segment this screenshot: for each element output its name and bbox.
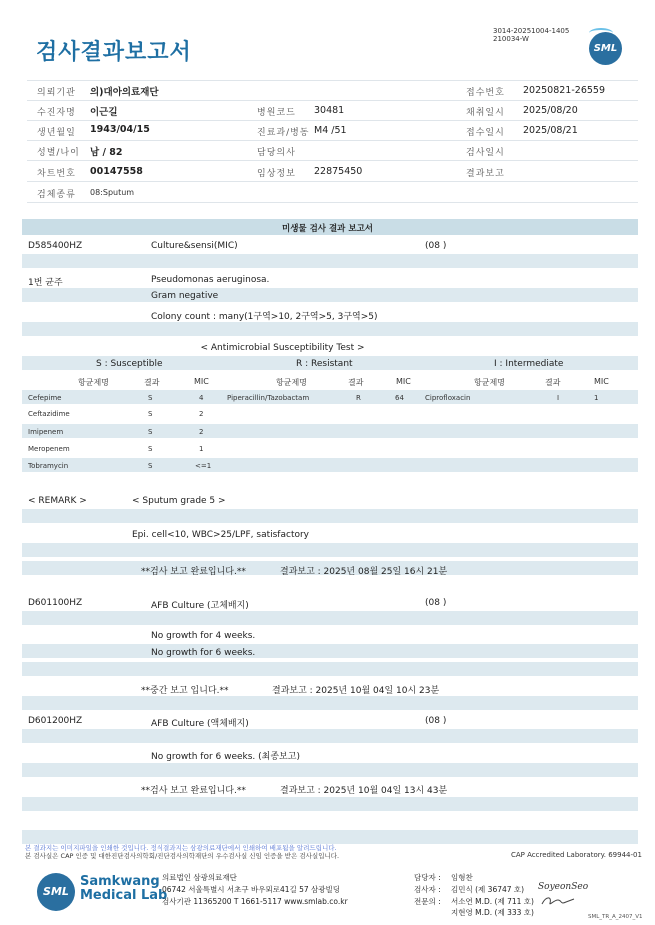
legend-resistant: R : Resistant bbox=[296, 359, 353, 369]
cap-accreditation: CAP Accredited Laboratory. 69944-01 bbox=[511, 851, 642, 859]
test1-name: Culture&sensi(MIC) bbox=[151, 241, 238, 251]
signature-seo: SoyeonSeo bbox=[538, 882, 589, 892]
ast-result: I bbox=[557, 394, 560, 402]
ast-drug: Piperacillin/Tazobactam bbox=[227, 394, 310, 402]
section-title: 미생물 검사 결과 보고서 bbox=[282, 224, 373, 234]
value-chart-no: 00147558 bbox=[90, 166, 143, 177]
document-id bbox=[493, 27, 569, 43]
value-patient-name: 이근길 bbox=[90, 107, 118, 118]
colony-count: Colony count : many(1구역>10, 2구역>5, 3구역>5) bbox=[151, 312, 378, 322]
test2-spec: (08 ) bbox=[425, 598, 447, 608]
label-sex-age: 성별/나이 bbox=[37, 148, 80, 158]
ast-drug: Tobramycin bbox=[28, 462, 69, 470]
label-requester: 의뢰기관 bbox=[37, 88, 76, 98]
value-receipt-date: 2025/08/21 bbox=[523, 125, 578, 136]
org-contact: 검사기관 11365200 T 1661-5117 www.smlab.co.kr bbox=[162, 897, 348, 906]
ast-result: R bbox=[356, 394, 361, 402]
page-title: 검사결과보고서 bbox=[36, 40, 192, 65]
remark-label: < REMARK > bbox=[28, 496, 87, 506]
notice-certification: 본 검사실은 CAP 인증 및 대한진단검사의학회/진단검사의학재단의 우수검사실 신임 인증을 받은 검사실입니다. bbox=[25, 852, 340, 860]
epi-cell-info: Epi. cell<10, WBC>25/LPF, satisfactory bbox=[132, 530, 310, 540]
staff-name: 서소연 M.D. (제 711 호) bbox=[451, 897, 534, 906]
label-test-date: 검사일시 bbox=[466, 148, 505, 158]
org-name: 의료법인 삼광의료재단 bbox=[162, 873, 237, 882]
ast-result: S bbox=[148, 462, 153, 470]
ast-mic: 1 bbox=[594, 394, 599, 402]
brand-line1: Samkwang bbox=[80, 874, 160, 889]
organism-name: Pseudomonas aeruginosa. bbox=[151, 275, 270, 285]
ast-result: S bbox=[148, 410, 153, 418]
col3-header-mic: MIC bbox=[594, 377, 609, 386]
no-growth-6-weeks: No growth for 6 weeks. bbox=[151, 648, 256, 658]
value-sex-age: 남 / 82 bbox=[90, 147, 123, 158]
no-growth-final: No growth for 6 weeks. (최종보고) bbox=[151, 752, 300, 762]
col1-header-drug: 항균제명 bbox=[78, 378, 109, 387]
staff-name: 임형찬 bbox=[451, 873, 473, 882]
value-birth-date: 1943/04/15 bbox=[90, 124, 150, 135]
staff-role: 전문의 : bbox=[414, 897, 441, 906]
value-receipt-no: 20250821-26559 bbox=[523, 85, 606, 96]
col3-header-drug: 항균제명 bbox=[474, 378, 505, 387]
col3-header-result: 결과 bbox=[545, 378, 561, 387]
staff-role: 담당자 : bbox=[414, 873, 441, 882]
logo-text: SML bbox=[593, 43, 618, 54]
label-department: 진료과/병동 bbox=[257, 128, 310, 138]
ast-mic: 2 bbox=[199, 428, 204, 436]
report3-time: 결과보고 : 2025년 10월 04일 13시 43분 bbox=[280, 786, 448, 796]
label-result-report: 결과보고 bbox=[466, 169, 505, 179]
label-clinical-info: 임상정보 bbox=[257, 169, 296, 179]
test3-spec: (08 ) bbox=[425, 716, 447, 726]
label-patient-name: 수진자명 bbox=[37, 108, 76, 118]
legend-susceptible: S : Susceptible bbox=[96, 359, 163, 369]
test2-code: D601100HZ bbox=[28, 598, 83, 608]
staff-name: 지현영 M.D. (제 333 호) bbox=[451, 908, 534, 917]
interim-report: **중간 보고 입니다.** bbox=[141, 686, 229, 696]
label-collect-date: 채취일시 bbox=[466, 108, 505, 118]
brand-line2: Medical Lab bbox=[80, 888, 168, 903]
value-specimen: 08:Sputum bbox=[90, 188, 135, 197]
label-hospital-code: 병원코드 bbox=[257, 108, 296, 118]
value-collect-date: 2025/08/20 bbox=[523, 105, 578, 116]
label-receipt-no: 접수번호 bbox=[466, 88, 505, 98]
report2-time: 결과보고 : 2025년 10월 04일 10시 23분 bbox=[272, 686, 440, 696]
document-id-line1: 3014-20251004-1405 bbox=[493, 27, 570, 35]
value-department: M4 /51 bbox=[314, 125, 347, 136]
report3-complete: **검사 보고 완료입니다.** bbox=[141, 786, 246, 796]
value-hospital-code: 30481 bbox=[314, 105, 345, 116]
remark-text: < Sputum grade 5 > bbox=[132, 496, 226, 506]
ast-drug: Cefepime bbox=[28, 394, 62, 402]
form-code: SML_TR_A_2407_V1 bbox=[588, 914, 643, 920]
ast-drug: Ciprofloxacin bbox=[425, 394, 471, 402]
ast-mic: <=1 bbox=[195, 462, 212, 470]
organism-label: 1번 균주 bbox=[28, 278, 63, 288]
ast-drug: Meropenem bbox=[28, 445, 70, 453]
legend-intermediate: I : Intermediate bbox=[494, 359, 564, 369]
ast-result: S bbox=[148, 445, 153, 453]
label-receipt-date: 접수일시 bbox=[466, 128, 505, 138]
document-id-line2: 210034-W bbox=[493, 35, 529, 43]
no-growth-4-weeks: No growth for 4 weeks. bbox=[151, 631, 256, 641]
test3-code: D601200HZ bbox=[28, 716, 83, 726]
col1-header-mic: MIC bbox=[194, 377, 209, 386]
gram-stain: Gram negative bbox=[151, 291, 219, 301]
label-birth-date: 생년월일 bbox=[37, 128, 76, 138]
col2-header-result: 결과 bbox=[348, 378, 364, 387]
signature-ji-icon bbox=[540, 894, 576, 908]
test1-code: D585400HZ bbox=[28, 241, 83, 251]
value-clinical-info: 22875450 bbox=[314, 166, 363, 177]
ast-mic: 2 bbox=[199, 410, 204, 418]
col1-header-result: 결과 bbox=[144, 378, 160, 387]
ast-result: S bbox=[148, 428, 153, 436]
ast-mic: 1 bbox=[199, 445, 204, 453]
staff-name: 김민식 (제 36747 호) bbox=[451, 885, 525, 894]
notice-print: 본 결과지는 이미지파일을 인쇄한 것입니다. 정식결과지는 삼광의료재단에서 인쇄하여 배포됨을 알려드립니다. bbox=[25, 844, 337, 852]
report1-complete: **검사 보고 완료입니다.** bbox=[141, 567, 246, 577]
test3-name: AFB Culture (액체배지) bbox=[151, 719, 249, 729]
ast-mic: 64 bbox=[395, 394, 404, 402]
report1-time: 결과보고 : 2025년 08월 25일 16시 21분 bbox=[280, 567, 448, 577]
value-requester: 의)대아의료재단 bbox=[90, 87, 159, 98]
label-specimen: 검체종류 bbox=[37, 190, 76, 200]
staff-role: 검사자 : bbox=[414, 885, 441, 894]
ast-drug: Ceftazidime bbox=[28, 410, 70, 418]
col2-header-drug: 항균제명 bbox=[276, 378, 307, 387]
footer-logo-text: SML bbox=[43, 885, 69, 898]
org-address: 06742 서울특별시 서초구 바우뫼로41길 57 삼광빌딩 bbox=[162, 885, 341, 894]
test2-name: AFB Culture (고체배지) bbox=[151, 601, 249, 611]
brand-name bbox=[80, 875, 167, 903]
ast-mic: 4 bbox=[199, 394, 204, 402]
logo-swoosh-icon bbox=[589, 28, 613, 38]
test1-spec: (08 ) bbox=[425, 241, 447, 251]
col2-header-mic: MIC bbox=[396, 377, 411, 386]
label-doctor: 담당의사 bbox=[257, 148, 296, 158]
ast-title: < Antimicrobial Susceptibility Test > bbox=[200, 343, 365, 353]
ast-drug: Imipenem bbox=[28, 428, 64, 436]
label-chart-no: 차트번호 bbox=[37, 169, 76, 179]
ast-result: S bbox=[148, 394, 153, 402]
